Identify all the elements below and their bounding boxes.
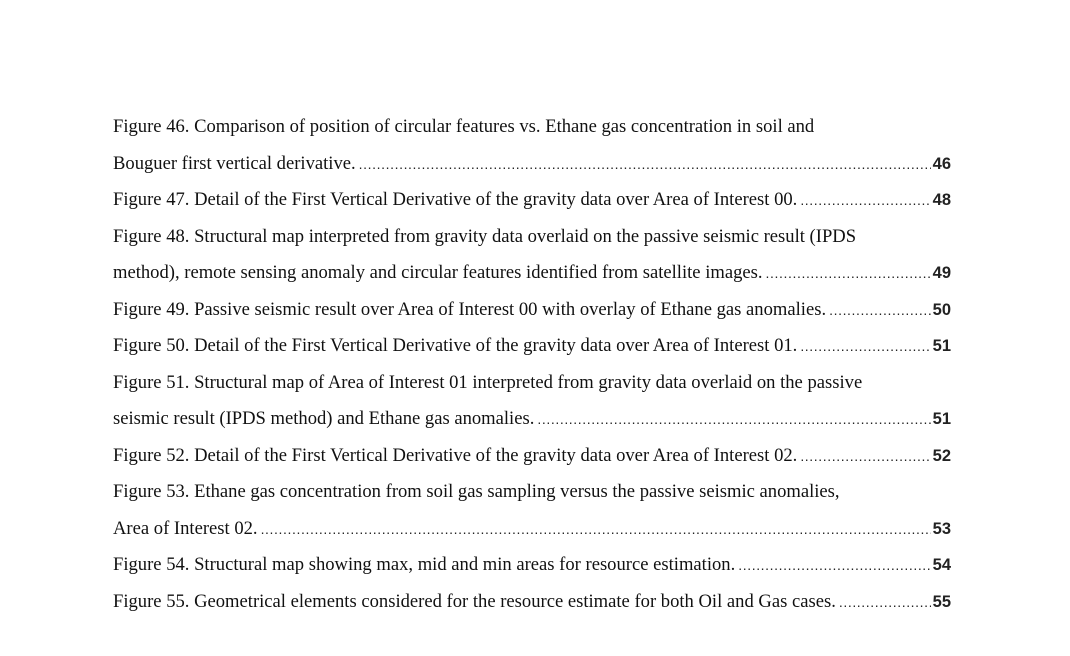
entry-text-last: Figure 50. Detail of the First Vertical Derivative of the gravity data over Area of Interest 01. (113, 335, 798, 356)
page-number: 55 (932, 592, 951, 611)
page-number: 48 (932, 191, 951, 209)
entry-leader-line (113, 186, 951, 223)
entry-leader-line (113, 259, 951, 296)
dot-leader (829, 296, 931, 324)
dot-leader (359, 150, 931, 178)
page-number: 51 (932, 410, 951, 428)
entry-text-last: method), remote sensing anomaly and circular features identified from satellite images. (113, 262, 763, 283)
entry-text-last: Figure 49. Passive seismic result over Area of Interest 00 with overlay of Ethane gas anomalies. (113, 298, 827, 320)
entry-leader-line (113, 405, 951, 442)
entry-leader-line (113, 332, 951, 369)
toc-entry-figure-55[interactable] (113, 588, 951, 625)
dot-leader (839, 588, 931, 616)
entry-leader-line (113, 150, 951, 187)
page-number: 53 (932, 519, 951, 538)
entry-leader-line (113, 442, 951, 479)
dot-leader (800, 442, 930, 470)
dot-leader (800, 186, 930, 214)
toc-entry-figure-51[interactable] (113, 369, 951, 442)
entry-text-last: Figure 54. Structural map showing max, mid and min areas for resource estimation. (113, 554, 736, 575)
entry-leader-line (113, 588, 951, 625)
toc-entry-figure-46[interactable] (113, 113, 951, 186)
entry-text-last: Bouguer first vertical derivative. (113, 152, 356, 174)
toc-entry-figure-52[interactable] (113, 442, 951, 479)
entry-leader-line (113, 515, 951, 552)
dot-leader (766, 259, 931, 287)
page-number: 46 (932, 154, 951, 173)
dot-leader (261, 515, 931, 543)
page-number: 49 (932, 264, 951, 282)
toc-entry-figure-50[interactable] (113, 332, 951, 369)
entry-text-line: Figure 46. Comparison of position of circular features vs. Ethane gas concentration in soil and (113, 116, 815, 137)
page-number: 54 (932, 556, 951, 574)
toc-entry-figure-48[interactable] (113, 223, 951, 296)
dot-leader (738, 551, 930, 579)
entry-text-last: Figure 47. Detail of the First Vertical Derivative of the gravity data over Area of Interest 00. (113, 189, 798, 210)
entry-leader-line (113, 551, 951, 588)
entry-text-last: Figure 52. Detail of the First Vertical Derivative of the gravity data over Area of Interest 02. (113, 444, 798, 466)
toc-entry-figure-47[interactable] (113, 186, 951, 223)
entry-text-last: seismic result (IPDS method) and Ethane gas anomalies. (113, 408, 535, 429)
dot-leader (800, 332, 930, 360)
page-number: 51 (932, 337, 951, 355)
dot-leader (537, 405, 930, 433)
page-number: 52 (932, 446, 951, 465)
entry-text-line: Figure 53. Ethane gas concentration from soil gas sampling versus the passive seismic anomalies, (113, 481, 840, 502)
page-number: 50 (932, 300, 951, 319)
entry-leader-line (113, 296, 951, 333)
toc-entry-figure-54[interactable] (113, 551, 951, 588)
toc-entry-figure-49[interactable] (113, 296, 951, 333)
toc-entry-figure-53[interactable] (113, 478, 951, 551)
entry-text-line: Figure 48. Structural map interpreted from gravity data overlaid on the passive seismic result (IPDS (113, 225, 857, 247)
entry-text-last: Area of Interest 02. (113, 517, 258, 539)
entry-text-line: Figure 51. Structural map of Area of Interest 01 interpreted from gravity data overlaid on the passive (113, 371, 863, 393)
entry-text-last: Figure 55. Geometrical elements considered for the resource estimate for both Oil and Gas cases. (113, 590, 836, 612)
table-of-figures (113, 113, 951, 624)
